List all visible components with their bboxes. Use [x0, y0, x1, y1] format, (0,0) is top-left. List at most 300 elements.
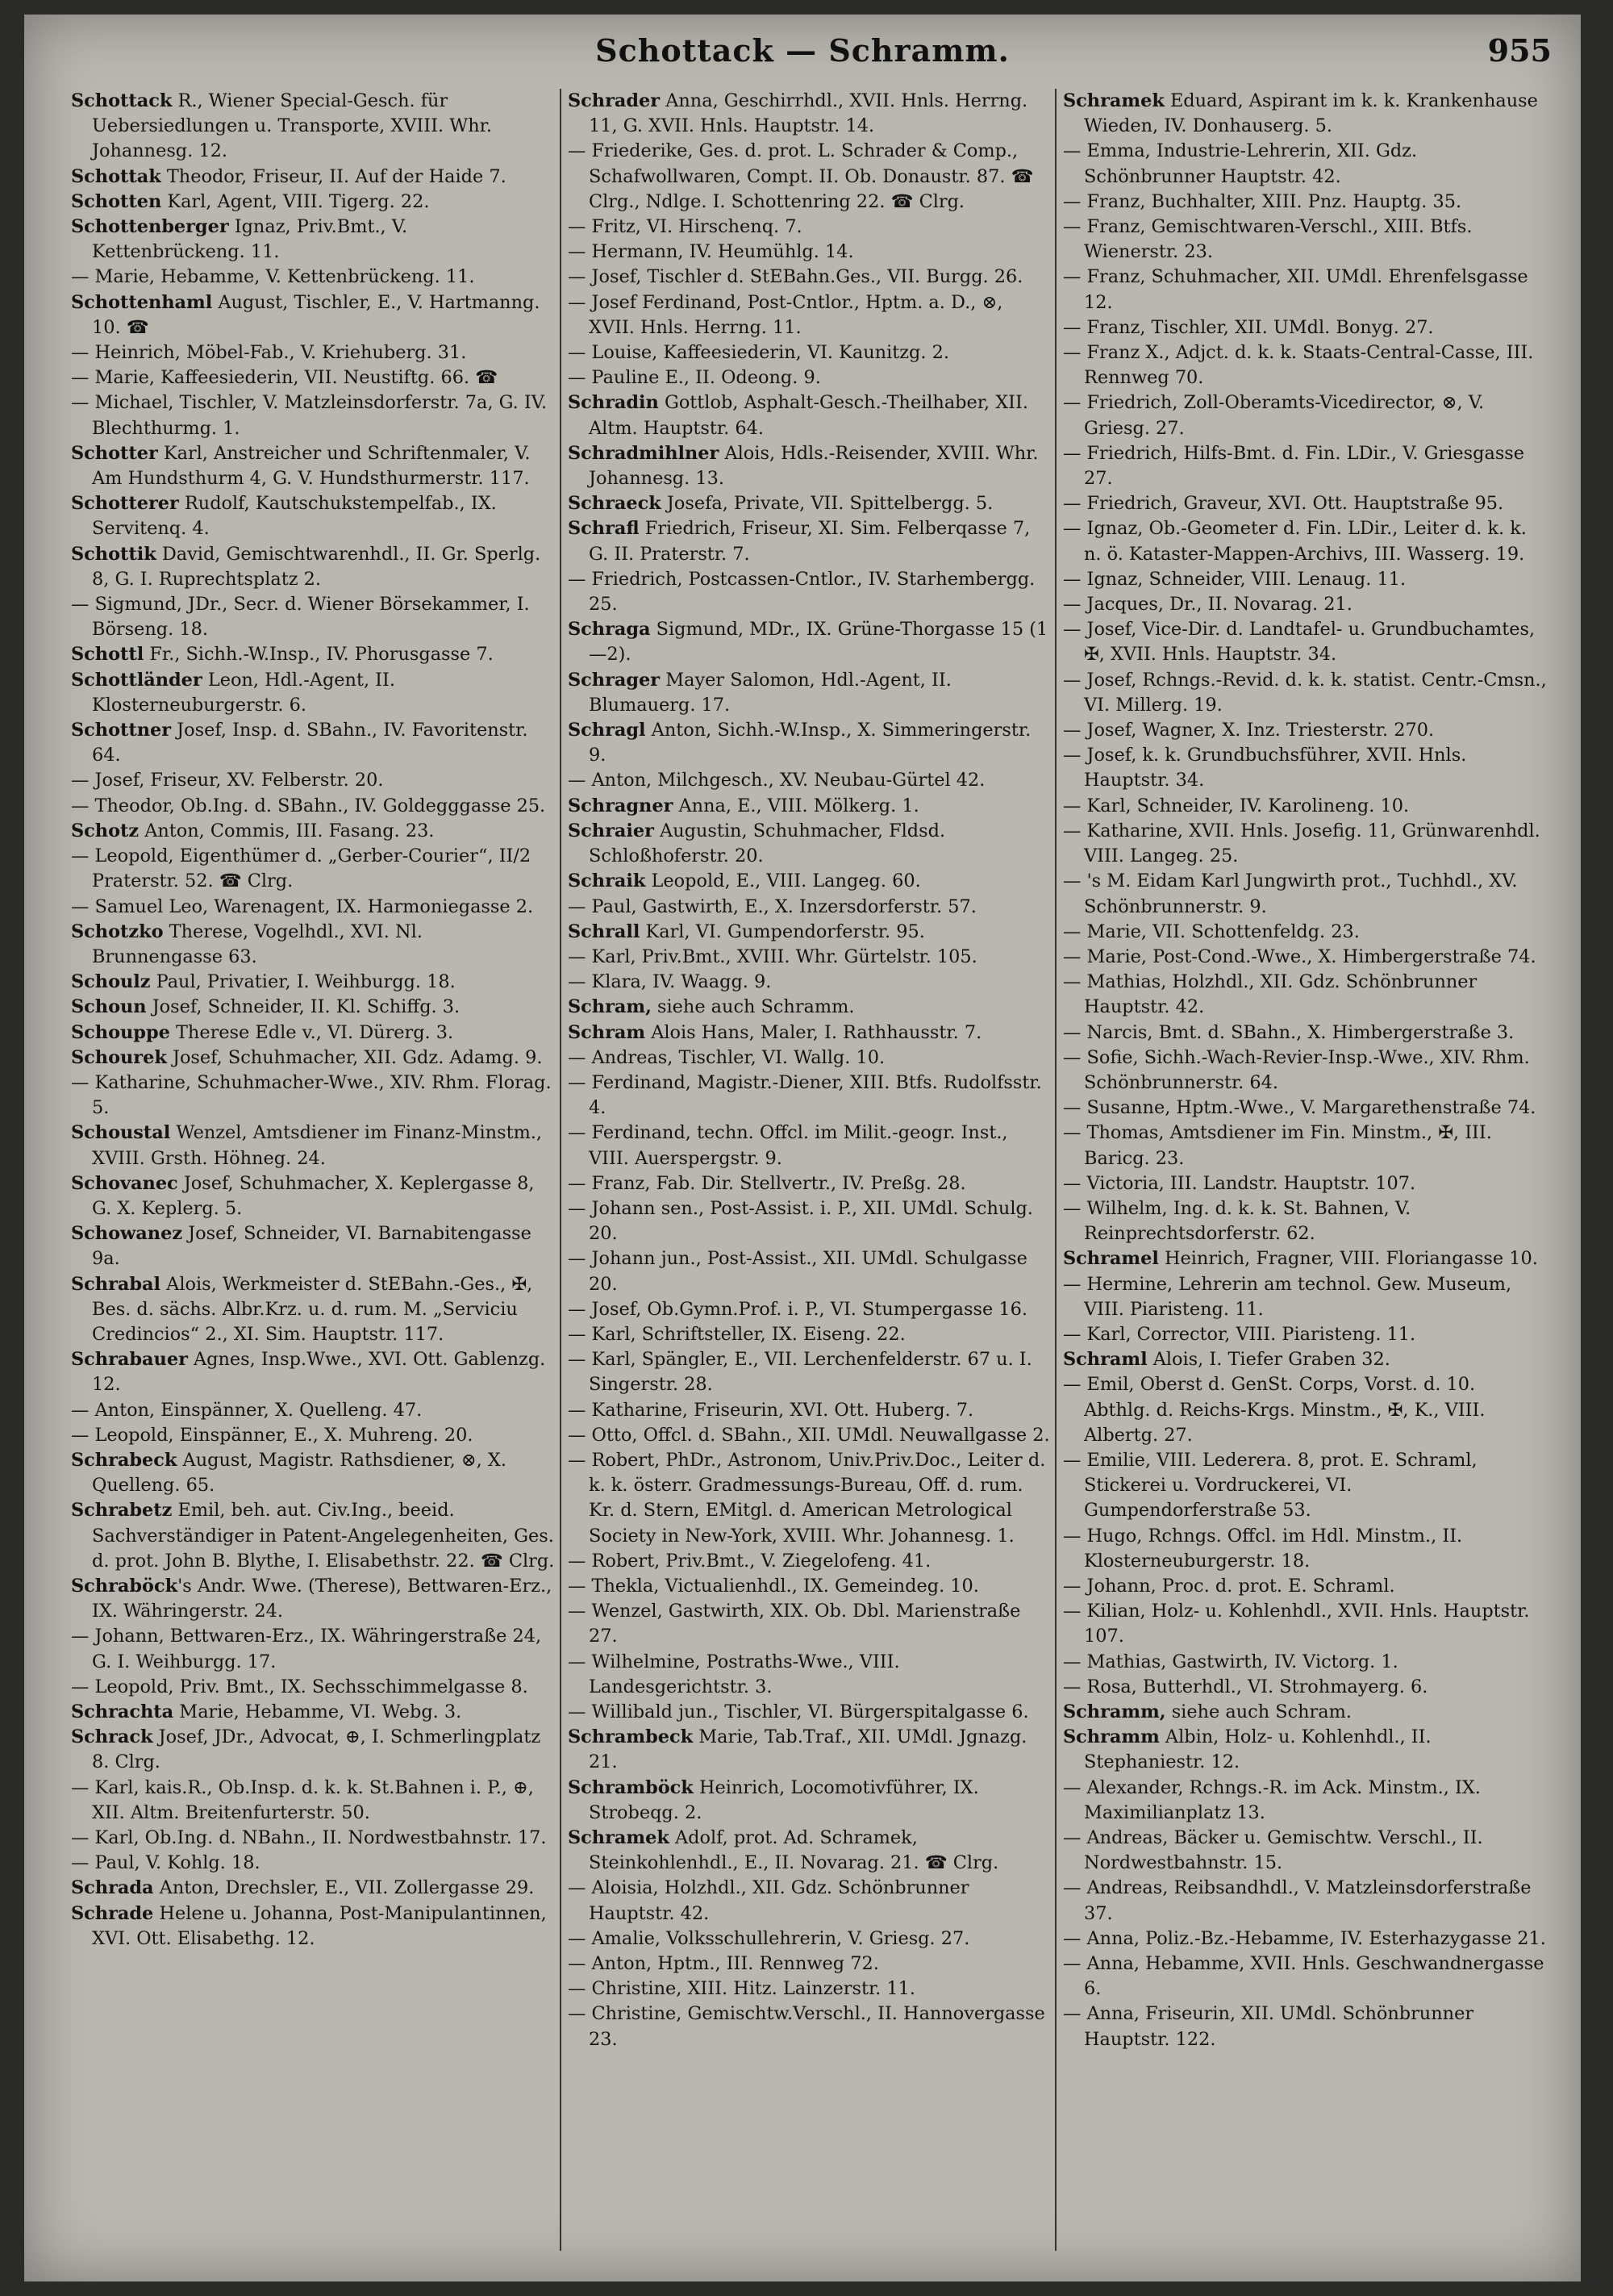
entry-surname: Schrader	[568, 90, 661, 111]
directory-entry	[568, 2002, 1052, 2052]
entry-surname: Schoustal	[71, 1122, 171, 1144]
directory-entry	[1063, 340, 1547, 390]
directory-entry	[71, 920, 555, 970]
entry-details: Rudolf, Kautschukstempelfab., IX. Servitenq. 4.	[92, 493, 497, 540]
directory-entry	[1063, 567, 1547, 592]
directory-entry	[71, 1675, 555, 1700]
directory-entry	[1063, 920, 1547, 945]
entry-surname: Schottländer	[71, 669, 202, 691]
entry-details: Leon, Hdl.-Agent, II. Klosterneuburgerstr. 6.	[92, 669, 395, 716]
entry-details: — Marie, VII. Schottenfeldg. 23.	[1063, 920, 1360, 942]
entry-details: — Emma, Industrie-Lehrerin, XII. Gdz. Schönbrunner Hauptstr. 42.	[1063, 140, 1418, 187]
entry-details: — Robert, Priv.Bmt., V. Ziegelofeng. 41.	[568, 1550, 932, 1572]
directory-entry	[71, 1851, 555, 1876]
directory-entry	[71, 215, 555, 265]
directory-entry	[71, 1046, 555, 1071]
directory-entry	[568, 1071, 1052, 1121]
directory-entry	[1063, 516, 1547, 566]
entry-surname: Schram	[568, 1021, 646, 1043]
entry-details: — Josef Ferdinand, Post-Cntlor., Hptm. a. D., ⊗, XVII. Hnls. Herrng. 11.	[568, 291, 1003, 338]
directory-entry	[71, 995, 555, 1020]
directory-entry	[71, 1071, 555, 1121]
entry-surname: Schragl	[568, 720, 646, 741]
directory-entry	[71, 265, 555, 290]
directory-entry	[1063, 190, 1547, 215]
entry-surname: Schottenhaml	[71, 291, 213, 313]
entry-surname: Schraeck	[568, 493, 661, 515]
entry-details: — Johann jun., Post-Assist., XII. UMdl. Schulgasse 20.	[568, 1248, 1027, 1295]
entry-details: — Hermann, IV. Heumühlg. 14.	[568, 241, 854, 263]
entry-surname: Schrabeck	[71, 1449, 177, 1471]
entry-details: — Josef, Wagner, X. Inz. Triesterstr. 270.	[1063, 720, 1435, 741]
entry-details: — Karl, Priv.Bmt., XVIII. Whr. Gürtelstr. 105.	[568, 946, 977, 967]
directory-entry	[1063, 1046, 1547, 1096]
directory-entry	[1063, 1776, 1547, 1826]
directory-entry	[71, 895, 555, 920]
entry-details: — Thekla, Victualienhdl., IX. Gemeindeg. 10.	[568, 1575, 979, 1597]
entry-details: — Franz, Schuhmacher, XII. UMdl. Ehrenfelsgasse 12.	[1063, 266, 1528, 313]
directory-entry	[1063, 970, 1547, 1020]
directory-entry	[71, 768, 555, 793]
entry-surname: Schramm	[1063, 1726, 1160, 1748]
entry-details: — Andreas, Tischler, VI. Wallg. 10.	[568, 1046, 886, 1068]
directory-entry	[568, 1650, 1052, 1700]
entry-details: Theodor, Friseur, II. Auf der Haide 7.	[160, 165, 506, 187]
directory-entry	[71, 592, 555, 642]
directory-entry	[1063, 1347, 1547, 1372]
entry-details: Fr., Sichh.-W.Insp., IV. Phorusgasse 7.	[144, 644, 494, 666]
directory-entry	[568, 240, 1052, 265]
directory-entry	[1063, 743, 1547, 793]
entry-details: August, Magistr. Rathsdiener, ⊗, X. Quelleng. 65.	[92, 1449, 506, 1497]
entry-details: R., Wiener Special-Gesch. für Uebersiedlungen u. Transporte, XVIII. Whr. Johannesg. 12.	[92, 90, 492, 162]
directory-entry	[1063, 1725, 1547, 1775]
entry-details: — Johann sen., Post-Assist. i. P., XII. UMdl. Schulg. 20.	[568, 1197, 1033, 1245]
directory-entry	[1063, 668, 1547, 718]
entry-details: — Marie, Post-Cond.-Wwe., X. Himbergerstraße 74.	[1063, 946, 1536, 967]
entry-surname: Schottak	[71, 165, 161, 187]
directory-entry	[568, 1246, 1052, 1296]
entry-details: 's Andr. Wwe. (Therese), Bettwaren-Erz., IX. Währingerstr. 24.	[92, 1575, 552, 1622]
directory-entry	[1063, 945, 1547, 970]
entry-details: — Friederike, Ges. d. prot. L. Schrader & Comp., Schafwollwaren, Compt. II. Ob. Donaustr. 87. ☎ Clrg., Ndlge. I. Schottenring 22. ☎ Clrg.	[568, 140, 1034, 212]
entry-details: — Willibald jun., Tischler, VI. Bürgerspitalgasse 6.	[568, 1701, 1029, 1722]
directory-entry	[1063, 1700, 1547, 1725]
directory-entry	[1063, 1599, 1547, 1649]
entry-surname: Schoulz	[71, 971, 151, 993]
directory-entry	[1063, 1826, 1547, 1876]
directory-entry	[568, 1776, 1052, 1826]
page-number: 955	[1487, 32, 1552, 69]
entry-details: — Anna, Hebamme, XVII. Hnls. Geschwandnergasse 6.	[1063, 1953, 1544, 2000]
directory-entry	[1063, 2002, 1547, 2052]
directory-entry	[568, 1046, 1052, 1071]
directory-entry	[71, 1221, 555, 1271]
entry-details: — Paul, Gastwirth, E., X. Inzersdorferstr. 57.	[568, 895, 977, 917]
entry-details: Josef, Schneider, VI. Barnabitengasse 9a.	[92, 1223, 531, 1270]
entry-surname: Schrack	[71, 1726, 153, 1748]
directory-entry	[568, 768, 1052, 793]
entry-details: — Franz, Buchhalter, XIII. Pnz. Hauptg. 35.	[1063, 190, 1462, 212]
entry-details: David, Gemischtwarenhdl., II. Gr. Sperlg. 8, G. I. Ruprechtsplatz 2.	[92, 543, 541, 590]
entry-details: siehe auch Schramm.	[651, 996, 855, 1018]
entry-details: — Josef, Friseur, XV. Felberstr. 20.	[71, 770, 384, 791]
entry-details: Marie, Hebamme, VI. Webg. 3.	[173, 1701, 462, 1722]
directory-entry	[568, 1952, 1052, 1977]
directory-entry	[568, 1599, 1052, 1649]
directory-entry	[1063, 1171, 1547, 1196]
entry-details: — Ferdinand, Magistr.-Diener, XIII. Btfs. Rudolfsstr. 4.	[568, 1071, 1042, 1119]
directory-entry	[1063, 139, 1547, 189]
directory-entry	[71, 1776, 555, 1826]
directory-entry	[1063, 718, 1547, 743]
directory-entry	[1063, 1246, 1547, 1271]
entry-details: Anton, Commis, III. Fasang. 23.	[139, 820, 435, 841]
directory-entry	[1063, 1927, 1547, 1952]
directory-entry	[1063, 1952, 1547, 2002]
entry-surname: Schragner	[568, 795, 673, 816]
entry-details: Anton, Drechsler, E., VII. Zollergasse 29.	[153, 1877, 535, 1899]
entry-surname: Schotterer	[71, 493, 179, 515]
entry-details: — Kilian, Holz- u. Kohlenhdl., XVII. Hnls. Hauptstr. 107.	[1063, 1601, 1530, 1647]
entry-details: — 's M. Eidam Karl Jungwirth prot., Tuchhdl., XV. Schönbrunnerstr. 9.	[1063, 870, 1518, 917]
entry-details: — Franz, Fab. Dir. Stellvertr., IV. Preßg. 28.	[568, 1172, 966, 1194]
entry-details: — Klara, IV. Waagg. 9.	[568, 971, 772, 993]
directory-entry	[71, 1624, 555, 1674]
entry-surname: Schrabauer	[71, 1349, 188, 1371]
entry-details: — Mathias, Holzhdl., XII. Gdz. Schönbrunner Hauptstr. 42.	[1063, 971, 1478, 1018]
directory-entry	[568, 718, 1052, 768]
entry-details: Anton, Sichh.-W.Insp., X. Simmeringerstr. 9.	[589, 720, 1032, 766]
directory-entry	[1063, 1322, 1547, 1347]
directory-entry	[1063, 617, 1547, 667]
entry-surname: Schourek	[71, 1046, 167, 1068]
entry-details: — Samuel Leo, Warenagent, IX. Harmoniegasse 2.	[71, 895, 534, 917]
entry-details: Emil, beh. aut. Civ.Ing., beeid. Sachverständiger in Patent-Angelegenheiten, Ges. d. prot. John B. Blythe, I. Elisabethstr. 22. ☎ Clrg.	[92, 1500, 555, 1572]
entry-details: — Alexander, Rchngs.-R. im Ack. Minstm., IX. Maximilianplatz 13.	[1063, 1776, 1481, 1823]
directory-entry	[1063, 1096, 1547, 1121]
directory-entry	[1063, 819, 1547, 869]
entry-surname: Schramm,	[1063, 1701, 1166, 1722]
entry-details: — Thomas, Amtsdiener im Fin. Minstm., ✠, III. Baricg. 23.	[1063, 1122, 1492, 1169]
entry-surname: Schraga	[568, 619, 651, 641]
entry-details: Josef, Schuhmacher, X. Keplergasse 8, G. X. Keplerg. 5.	[92, 1172, 535, 1219]
directory-entry	[1063, 1272, 1547, 1322]
entry-details: Alois, I. Tiefer Graben 32.	[1147, 1349, 1390, 1371]
entry-details: — Friedrich, Zoll-Oberamts-Vicedirector, ⊗, V. Griesg. 27.	[1063, 392, 1485, 439]
directory-entry	[71, 390, 555, 440]
entry-surname: Schrabal	[71, 1273, 161, 1295]
directory-entry	[568, 89, 1052, 139]
directory-page	[24, 15, 1581, 2281]
entry-details: Eduard, Aspirant im k. k. Krankenhause Wieden, IV. Donhauserg. 5.	[1084, 90, 1538, 137]
entry-details: — Theodor, Ob.Ing. d. SBahn., IV. Goldegggasse 25.	[71, 795, 546, 816]
entry-details: — Emilie, VIII. Lederera. 8, prot. E. Schraml, Stickerei u. Vordruckerei, VI. Gumpendorferstraße 53.	[1063, 1449, 1478, 1522]
entry-surname: Schrambeck	[568, 1726, 694, 1748]
entry-details: — Johann, Proc. d. prot. E. Schraml.	[1063, 1575, 1395, 1597]
entry-surname: Schrager	[568, 669, 661, 691]
directory-entry	[71, 1498, 555, 1574]
directory-entry	[1063, 89, 1547, 139]
entry-details: — Wilhelmine, Postraths-Wwe., VIII. Landesgerichtstr. 3.	[568, 1651, 900, 1697]
directory-entry	[71, 1398, 555, 1423]
entry-details: Karl, VI. Gumpendorferstr. 95.	[640, 920, 925, 942]
entry-details: — Anna, Friseurin, XII. UMdl. Schönbrunner Hauptstr. 122.	[1063, 2003, 1474, 2050]
entry-details: Anna, E., VIII. Mölkerg. 1.	[673, 795, 919, 816]
entry-details: August, Tischler, E., V. Hartmanng. 10. ☎	[92, 291, 540, 338]
entry-details: — Aloisia, Holzhdl., XII. Gdz. Schönbrunner Hauptstr. 42.	[568, 1877, 969, 1924]
directory-entry	[568, 617, 1052, 667]
directory-entry	[71, 970, 555, 995]
entry-details: — Friedrich, Postcassen-Cntlor., IV. Starhembergg. 25.	[568, 568, 1036, 616]
entry-details: — Sigmund, JDr., Secr. d. Wiener Börsekammer, I. Börseng. 18.	[71, 594, 530, 641]
entry-details: Alois Hans, Maler, I. Rathhausstr. 7.	[645, 1021, 982, 1043]
entry-details: — Amalie, Volksschullehrerin, V. Griesg. 27.	[568, 1927, 970, 1949]
directory-entry	[568, 895, 1052, 920]
entry-details: — Ferdinand, techn. Offcl. im Milit.-geogr. Inst., VIII. Auerspergstr. 9.	[568, 1122, 1008, 1169]
entry-details: — Josef, Ob.Gymn.Prof. i. P., VI. Stumpergasse 16.	[568, 1298, 1027, 1320]
directory-entry	[568, 1448, 1052, 1549]
directory-entry	[71, 642, 555, 667]
entry-details: Wenzel, Amtsdiener im Finanz-Minstm., XVIII. Grsth. Höhneg. 24.	[92, 1122, 543, 1169]
entry-surname: Schradmihlner	[568, 442, 719, 464]
directory-entry	[568, 1423, 1052, 1448]
entry-details: — Robert, PhDr., Astronom, Univ.Priv.Doc., Leiter d. k. k. österr. Gradmessungs-Bureau, Off. d. rum. Kr. d. Stern, EMitgl. d. American Metrological Society in New-York, XVIII. Whr. Johannesg. 1.	[568, 1449, 1046, 1547]
entry-surname: Schrade	[71, 1902, 154, 1924]
entry-details: — Anton, Einspänner, X. Quelleng. 47.	[71, 1399, 423, 1421]
directory-entry	[71, 668, 555, 718]
entry-details: — Christine, Gemischtw.Verschl., II. Hannovergasse 23.	[568, 2003, 1045, 2050]
entry-details: Mayer Salomon, Hdl.-Agent, II. Blumauerg. 17.	[589, 669, 952, 716]
directory-entry	[568, 215, 1052, 240]
entry-details: — Karl, Corrector, VIII. Piaristeng. 11.	[1063, 1323, 1416, 1345]
entry-surname: Schotz	[71, 820, 140, 841]
entry-details: — Rosa, Butterhdl., VI. Strohmayerg. 6.	[1063, 1676, 1428, 1697]
page-header	[24, 32, 1581, 81]
entry-details: siehe auch Schram.	[1165, 1701, 1352, 1722]
directory-entry	[1063, 1675, 1547, 1700]
entry-surname: Schottack	[71, 90, 173, 111]
directory-entry	[568, 1196, 1052, 1246]
column-divider	[560, 89, 561, 2251]
directory-entry	[71, 718, 555, 768]
entry-details: Therese, Vogelhdl., XVI. Nl. Brunnengasse 63.	[92, 920, 423, 967]
entry-details: — Leopold, Eigenthümer d. „Gerber-Courier“, II/2 Praterstr. 52. ☎ Clrg.	[71, 845, 531, 892]
directory-entry	[1063, 1121, 1547, 1171]
entry-details: — Anton, Hptm., III. Rennweg 72.	[568, 1953, 879, 1975]
entry-details: Helene u. Johanna, Post-Manipulantinnen, XVI. Ott. Elisabethg. 12.	[92, 1902, 547, 1949]
entry-details: — Andreas, Bäcker u. Gemischtw. Verschl., II. Nordwestbahnstr. 15.	[1063, 1827, 1483, 1874]
column-middle	[568, 89, 1052, 2259]
entry-details: — Karl, kais.R., Ob.Insp. d. k. k. St.Bahnen i. P., ⊕, XII. Altm. Breitenfurterstr. 50.	[71, 1776, 534, 1823]
entry-details: — Franz, Gemischtwaren-Verschl., XIII. Btfs. Wienerstr. 23.	[1063, 216, 1473, 263]
directory-entry	[568, 1574, 1052, 1599]
directory-entry	[71, 1171, 555, 1221]
directory-entry	[568, 1977, 1052, 2002]
entry-details: — Josef, Rchngs.-Revid. d. k. k. statist. Centr.-Cmsn., VI. Millerg. 19.	[1063, 669, 1547, 716]
entry-details: — Susanne, Hptm.-Wwe., V. Margarethenstraße 74.	[1063, 1097, 1536, 1119]
directory-entry	[71, 1423, 555, 1448]
directory-entry	[1063, 265, 1547, 315]
entry-details: — Karl, Ob.Ing. d. NBahn., II. Nordwestbahnstr. 17.	[71, 1827, 547, 1849]
entry-details: Josef, Insp. d. SBahn., IV. Favoritenstr. 64.	[92, 720, 528, 766]
entry-details: — Marie, Kaffeesiederin, VII. Neustiftg. 66. ☎	[71, 367, 498, 389]
entry-details: Sigmund, MDr., IX. Grüne-Thorgasse 15 (1—2).	[589, 619, 1048, 666]
entry-details: — Karl, Schneider, IV. Karolineng. 10.	[1063, 795, 1410, 816]
entry-surname: Schraböck	[71, 1575, 178, 1597]
entry-details: Josef, Schuhmacher, XII. Gdz. Adamg. 9.	[166, 1046, 543, 1068]
directory-entry	[568, 1876, 1052, 1926]
directory-entry	[568, 365, 1052, 390]
entry-surname: Schrall	[568, 920, 640, 942]
entry-details: — Pauline E., II. Odeong. 9.	[568, 367, 821, 389]
entry-surname: Schramek	[568, 1827, 669, 1849]
entry-details: — Ignaz, Schneider, VIII. Lenaug. 11.	[1063, 568, 1407, 590]
directory-entry	[71, 1876, 555, 1901]
directory-entry	[71, 165, 555, 190]
directory-entry	[71, 542, 555, 592]
entry-details: — Emil, Oberst d. GenSt. Corps, Vorst. d. 10. Abthlg. d. Reichs-Krgs. Minstm., ✠, K., VIII. Albertg. 27.	[1063, 1374, 1486, 1446]
directory-entry	[71, 844, 555, 894]
column-divider	[1055, 89, 1057, 2251]
directory-entry	[568, 516, 1052, 566]
entry-details: Anna, Geschirrhdl., XVII. Hnls. Herrng. 11, G. XVII. Hnls. Hauptstr. 14.	[589, 90, 1028, 137]
directory-entry	[568, 668, 1052, 718]
entry-details: Marie, Tab.Traf., XII. UMdl. Jgnazg. 21.	[589, 1726, 1027, 1773]
entry-surname: Schraik	[568, 870, 646, 892]
entry-surname: Schovanec	[71, 1172, 178, 1194]
directory-entry	[71, 441, 555, 491]
entry-details: Ignaz, Priv.Bmt., V. Kettenbrückeng. 11.	[92, 216, 408, 263]
directory-entry	[71, 1700, 555, 1725]
directory-entry	[71, 1021, 555, 1046]
entry-details: Albin, Holz- u. Kohlenhdl., II. Stephaniestr. 12.	[1084, 1726, 1432, 1773]
directory-entry	[71, 340, 555, 365]
entry-details: — Josef, Tischler d. StEBahn.Ges., VII. Burgg. 26.	[568, 266, 1023, 288]
entry-details: — Otto, Offcl. d. SBahn., XII. UMdl. Neuwallgasse 2.	[568, 1424, 1050, 1446]
entry-details: — Hugo, Rchngs. Offcl. im Hdl. Minstm., II. Klosterneuburgerstr. 18.	[1063, 1525, 1463, 1572]
directory-entry	[1063, 1876, 1547, 1926]
entry-details: — Marie, Hebamme, V. Kettenbrückeng. 11.	[71, 266, 475, 288]
directory-entry	[1063, 390, 1547, 440]
column-left	[71, 89, 555, 2259]
directory-entry	[568, 567, 1052, 617]
directory-entry	[568, 1927, 1052, 1952]
entry-details: — Katharine, XVII. Hnls. Josefig. 11, Grünwarenhdl. VIII. Langeg. 25.	[1063, 820, 1540, 867]
directory-entry	[71, 190, 555, 215]
entry-details: — Heinrich, Möbel-Fab., V. Kriehuberg. 31.	[71, 342, 467, 364]
entry-details: Therese Edle v., VI. Dürerg. 3.	[169, 1021, 454, 1043]
entry-details: Augustin, Schuhmacher, Fldsd. Schloßhoferstr. 20.	[589, 820, 946, 867]
entry-details: Karl, Anstreicher und Schriftenmaler, V. Am Hundsthurm 4, G. V. Hundsthurmerstr. 117.	[92, 442, 531, 490]
entry-surname: Schraier	[568, 820, 654, 841]
directory-entry	[568, 819, 1052, 869]
entry-details: — Franz, Tischler, XII. UMdl. Bonyg. 27.	[1063, 316, 1434, 338]
directory-entry	[568, 1021, 1052, 1046]
directory-entry	[1063, 1372, 1547, 1448]
entry-details: — Narcis, Bmt. d. SBahn., X. Himbergerstraße 3.	[1063, 1021, 1515, 1043]
directory-entry	[568, 1121, 1052, 1171]
entry-surname: Schotten	[71, 190, 162, 212]
entry-surname: Schottl	[71, 644, 144, 666]
directory-entry	[1063, 869, 1547, 919]
directory-entry	[1063, 592, 1547, 617]
directory-entry	[1063, 1196, 1547, 1246]
entry-details: — Jacques, Dr., II. Novarag. 21.	[1063, 594, 1353, 616]
directory-entry	[71, 1725, 555, 1775]
directory-entry	[568, 1826, 1052, 1876]
entry-surname: Schrada	[71, 1877, 154, 1899]
directory-entry	[71, 491, 555, 541]
directory-entry	[568, 920, 1052, 945]
directory-entry	[71, 1347, 555, 1397]
directory-entry	[1063, 1524, 1547, 1574]
entry-details: — Wilhelm, Ing. d. k. k. St. Bahnen, V. Reinprechtsdorferstr. 62.	[1063, 1197, 1411, 1245]
entry-details: — Louise, Kaffeesiederin, VI. Kaunitzg. 2.	[568, 342, 949, 364]
directory-entry	[71, 1826, 555, 1851]
entry-surname: Schottner	[71, 720, 172, 741]
entry-details: — Leopold, Priv. Bmt., IX. Sechsschimmelgasse 8.	[71, 1676, 528, 1697]
entry-details: — Michael, Tischler, V. Matzleinsdorferstr. 7a, G. IV. Blechthurmg. 1.	[71, 392, 548, 439]
column-right	[1063, 89, 1547, 2259]
entry-details: Alois, Hdls.-Reisender, XVIII. Whr. Johannesg. 13.	[589, 442, 1039, 490]
directory-entry	[568, 1322, 1052, 1347]
directory-entry	[568, 1297, 1052, 1322]
entry-details: Josef, Schneider, II. Kl. Schiffg. 3.	[146, 996, 461, 1018]
directory-entry	[1063, 315, 1547, 340]
directory-entry	[71, 290, 555, 340]
entry-details: — Victoria, III. Landstr. Hauptstr. 107.	[1063, 1172, 1416, 1194]
entry-surname: Schramel	[1063, 1248, 1159, 1270]
entry-details: Adolf, prot. Ad. Schramek, Steinkohlenhdl., E., II. Novarag. 21. ☎ Clrg.	[589, 1827, 999, 1874]
entry-details: — Anton, Milchgesch., XV. Neubau-Gürtel 42.	[568, 770, 986, 791]
entry-details: — Franz X., Adjct. d. k. k. Staats-Central-Casse, III. Rennweg 70.	[1063, 342, 1534, 389]
entry-surname: Schrachta	[71, 1701, 174, 1722]
entry-details: — Mathias, Gastwirth, IV. Victorg. 1.	[1063, 1651, 1398, 1672]
entry-details: — Johann, Bettwaren-Erz., IX. Währingerstraße 24, G. I. Weihburgg. 17.	[71, 1626, 542, 1672]
directory-entry	[568, 995, 1052, 1020]
directory-entry	[568, 1725, 1052, 1775]
entry-details: Josef, JDr., Advocat, ⊕, I. Schmerlingplatz 8. Clrg.	[92, 1726, 541, 1773]
entry-details: Alois, Werkmeister d. StEBahn.-Ges., ✠, Bes. d. sächs. Albr.Krz. u. d. rum. M. „Serviciu Credincios“ 2., XI. Sim. Hauptstr. 117.	[92, 1273, 533, 1345]
directory-entry	[71, 794, 555, 819]
entry-details: — Paul, V. Kohlg. 18.	[71, 1852, 260, 1874]
entry-details: — Karl, Schriftsteller, IX. Eiseng. 22.	[568, 1323, 906, 1345]
entry-details: Josefa, Private, VII. Spittelbergg. 5.	[661, 493, 994, 515]
directory-entry	[568, 970, 1052, 995]
entry-details: — Karl, Spängler, E., VII. Lerchenfelderstr. 67 u. I. Singerstr. 28.	[568, 1349, 1032, 1396]
entry-surname: Schoun	[71, 996, 147, 1018]
entry-surname: Schramböck	[568, 1776, 694, 1798]
entry-surname: Schram,	[568, 996, 652, 1018]
directory-entry	[71, 1902, 555, 1952]
directory-entry	[1063, 215, 1547, 265]
entry-details: Heinrich, Locomotivführer, IX. Strobeqg. 2.	[589, 1776, 979, 1823]
directory-entry	[568, 390, 1052, 440]
entry-details: — Sofie, Sichh.-Wach-Revier-Insp.-Wwe., XIV. Rhm. Schönbrunnerstr. 64.	[1063, 1046, 1530, 1093]
directory-entry	[568, 491, 1052, 516]
directory-entry	[71, 1574, 555, 1624]
entry-details: — Anna, Poliz.-Bz.-Hebamme, IV. Esterhazygasse 21.	[1063, 1927, 1546, 1949]
directory-entry	[568, 1398, 1052, 1423]
entry-surname: Schottik	[71, 543, 156, 565]
entry-surname: Schotter	[71, 442, 158, 464]
entry-surname: Schowanez	[71, 1223, 183, 1245]
entry-surname: Schrafl	[568, 518, 640, 540]
entry-details: — Ignaz, Ob.-Geometer d. Fin. LDir., Leiter d. k. k. n. ö. Kataster-Mappen-Archivs, III. Wasserg. 19.	[1063, 518, 1527, 565]
directory-entry	[568, 1171, 1052, 1196]
entry-surname: Schotzko	[71, 920, 164, 942]
